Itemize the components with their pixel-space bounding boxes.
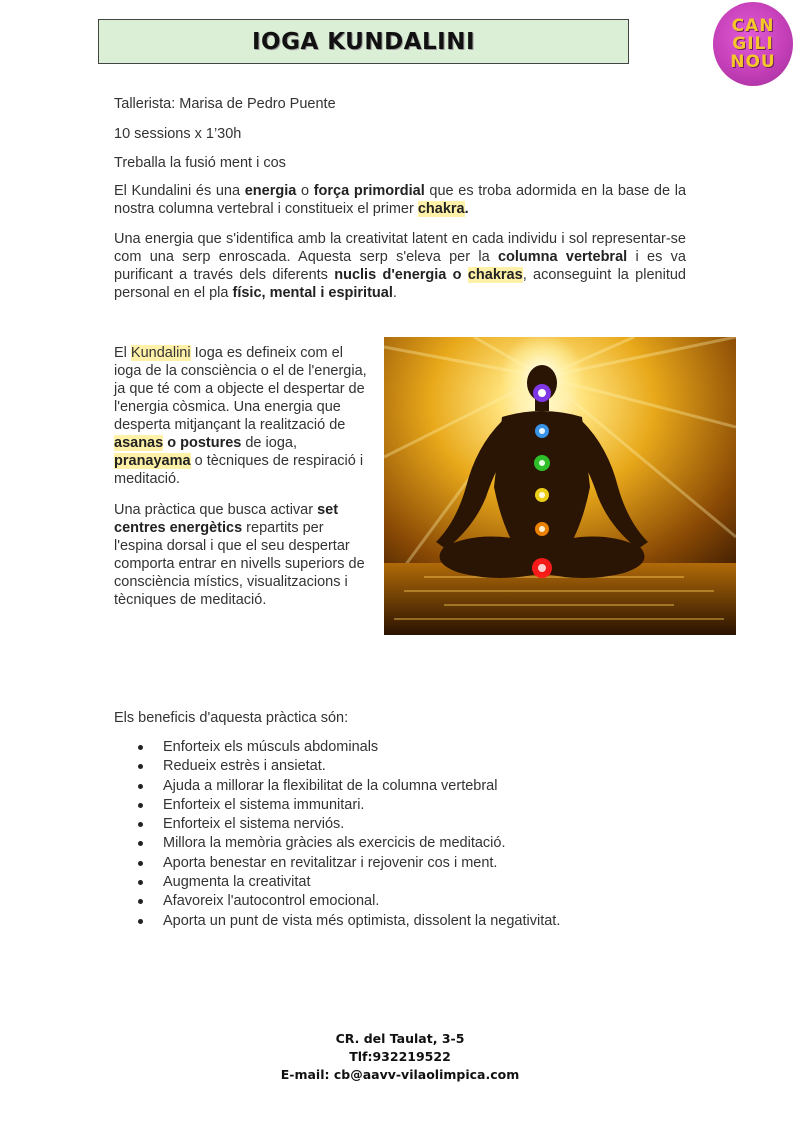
title-box xyxy=(98,19,629,64)
footer-email: E-mail: cb@aavv-vilaolimpica.com xyxy=(280,1067,520,1082)
footer-phone: Tlf:932219522 xyxy=(349,1049,451,1064)
list-item: Enforteix el sistema immunitari. xyxy=(137,796,560,815)
highlight-chakras: chakras xyxy=(467,267,523,283)
benefits-heading: Els beneficis d'aquesta pràctica són: xyxy=(114,710,349,726)
logo-line-2: GILI xyxy=(732,34,774,54)
list-item: Enforteix els músculs abdominals xyxy=(137,738,560,757)
logo-line-3: NOU xyxy=(730,52,776,72)
highlight-asanas: asanas xyxy=(114,435,164,451)
meditation-chakras-image xyxy=(384,337,736,635)
fusion-text: Treballa la fusió ment i cos xyxy=(114,155,286,171)
paragraph-serpent: Una energia que s'identifica amb la creativitat latent en cada individu i sol representar-se com una serp enroscada. Aquesta serp s'eleva per la columna vertebral i es va purificant a través dels diferents nuclis d'energia o chakras, aconseguint la plenitud personal en el pla físic, mental i espiritual. xyxy=(114,231,686,301)
meditation-figure-illustration xyxy=(384,337,736,635)
sessions-text: 10 sessions x 1’30h xyxy=(114,126,242,142)
footer-address: CR. del Taulat, 3-5 xyxy=(335,1031,465,1046)
list-item: Redueix estrès i ansietat. xyxy=(137,757,560,776)
page-title: IOGA KUNDALINI xyxy=(251,28,476,55)
list-item: Augmenta la creativitat xyxy=(137,873,560,892)
list-item: Aporta un punt de vista més optimista, dissolent la negativitat. xyxy=(137,912,560,931)
highlight-pranayama: pranayama xyxy=(114,453,191,469)
logo-line-1: CAN xyxy=(731,16,775,36)
highlight-chakra: chakra xyxy=(417,201,465,217)
list-item: Afavoreix l'autocontrol emocional. xyxy=(137,892,560,911)
paragraph-energy-centres: Una pràctica que busca activar set centres energètics repartits per l'espina dorsal i que el seu despertar comporta entrar en nivells superiors de consciència místics, visualitzacions i tècniques de meditació. xyxy=(114,502,365,608)
benefits-list xyxy=(137,738,560,931)
footer xyxy=(0,1030,800,1084)
paragraph-kundalini-energy: El Kundalini és una energia o força primordial que es troba adormida en la base de la nostra columna vertebral i constitueix el primer chakra. xyxy=(114,183,687,217)
list-item: Ajuda a millorar la flexibilitat de la columna vertebral xyxy=(137,777,560,796)
list-item: Enforteix el sistema nerviós. xyxy=(137,815,560,834)
paragraph-kundalini-ioga: El Kundalini Ioga es defineix com el ioga de la consciència o el de l'energia, ja que té com a objecte el despertar de l'energia còsmica. Una energia que desperta mitjançant la realització de asanas o postures de ioga, pranayama o tècniques de respiració i meditació. xyxy=(114,345,367,487)
list-item: Aporta benestar en revitalitzar i rejovenir cos i ment. xyxy=(137,854,560,873)
tallerista-text: Tallerista: Marisa de Pedro Puente xyxy=(114,96,336,112)
list-item: Millora la memòria gràcies als exercicis de meditació. xyxy=(137,834,560,853)
highlight-kundalini: Kundalini xyxy=(130,345,191,361)
can-gili-nou-logo xyxy=(713,2,793,86)
